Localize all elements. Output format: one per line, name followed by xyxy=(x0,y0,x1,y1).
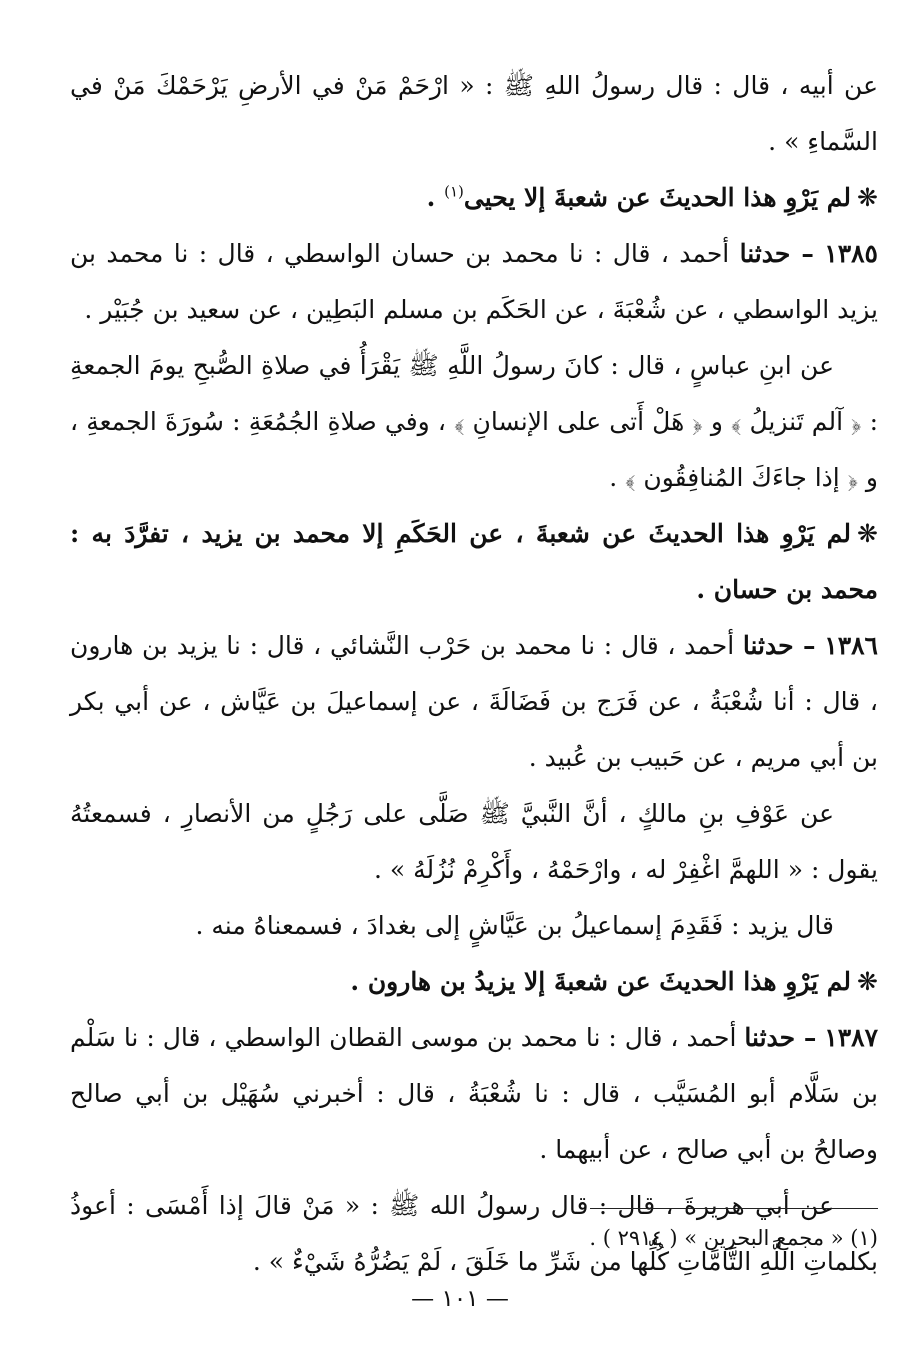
hadith-1386-matn: عن عَوْفِ بنِ مالكٍ ، أنَّ النَّبيَّ ﷺ صَلَّى على رَجُلٍ من الأنصارِ ، فسمعتُهُ يقول : « اللهمَّ اغْفِرْ له ، وارْحَمْهُ ، وأَكْرِمْ نُزُلَهُ » . xyxy=(70,799,878,884)
note-trail: . xyxy=(350,967,360,996)
hadith-number: ١٣٨٦ xyxy=(824,631,878,660)
hadith-number: ١٣٨٥ xyxy=(824,239,878,268)
editor-note-2 xyxy=(70,506,878,618)
note-trail: . xyxy=(426,183,436,212)
note-text: لم يَرْوِ هذا الحديثَ عن شعبةَ إلا يزيدُ بن هارون xyxy=(367,967,852,996)
paragraph-hadith-1384-tail: عن أبيه ، قال : قال رسولُ اللهِ ﷺ : « ارْحَمْ مَنْ في الأرضِ يَرْحَمْكَ مَنْ في السَّماءِ » . xyxy=(70,71,878,156)
footnote: (١) « مجمع البحرين » ( ٢٩١٤ ) . xyxy=(589,1226,878,1250)
note-text: لم يَرْوِ هذا الحديثَ عن شعبةَ ، عن الحَكَمِ إلا محمد بن يزيد ، تفرَّدَ به : محمد بن حسان xyxy=(70,519,878,604)
star-icon: ❋ xyxy=(857,183,878,212)
star-icon: ❋ xyxy=(857,519,878,548)
hadith-isnad-text: أحمد ، قال : نا محمد بن موسى القطان الواسطي ، قال : نا سَلْم بن سَلَّام أبو المُسَيَّب ، قال : نا شُعْبَةُ ، قال : أخبرني سُهَيْل بن أبي صالح وصالحُ بن أبي صالح ، عن أبيهما . xyxy=(70,1023,878,1164)
hadith-isnad-text: أحمد ، قال : نا محمد بن حسان الواسطي ، قال : نا محمد بن يزيد الواسطي ، عن شُعْبَةَ ، عن الحَكَم بن مسلم البَطِين ، عن سعيد بن جُبَيْر . xyxy=(70,239,878,324)
page-body xyxy=(70,58,878,1290)
hadith-number: ١٣٨٧ xyxy=(824,1023,879,1052)
hadith-1385-isnad xyxy=(70,226,878,338)
hadith-1387-isnad xyxy=(70,1010,878,1178)
hadith-lead: – حدثنا xyxy=(744,1023,817,1052)
footnote-reference: (١) xyxy=(444,182,464,201)
editor-note-1 xyxy=(70,170,878,226)
hadith-1387-matn: عن أبي هريرةَ ، قال : قال رسولُ الله ﷺ : « مَنْ قالَ إذا أَمْسَى : أعوذُ بكلماتِ اللَّهِ التَّامَّاتِ كُلِّها من شَرِّ ما خَلَقَ ، لَمْ يَضُرُّهُ شَيْءٌ » . xyxy=(70,1191,878,1276)
page-number: — ١٠١ — xyxy=(411,1286,509,1312)
hadith-lead: – حدثنا xyxy=(739,239,814,268)
note-text: لم يَرْوِ هذا الحديثَ عن شعبةَ إلا يحيى xyxy=(463,183,852,212)
hadith-isnad-text: أحمد ، قال : نا محمد بن حَرْب النَّشائي ، قال : نا يزيد بن هارون ، قال : أنا شُعْبَةُ ، عن فَرَج بن فَضَالَةَ ، عن إسماعيلَ بن عَيَّاش ، عن أبي بكر بن أبي مريم ، عن حَبيب بن عُبيد . xyxy=(70,631,878,772)
hadith-1386-comment: قال يزيد : فَقَدِمَ إسماعيلُ بن عَيَّاشٍ إلى بغدادَ ، فسمعناهُ منه . xyxy=(195,911,834,940)
hadith-1385-matn: عن ابنِ عباسٍ ، قال : كانَ رسولُ اللَّهِ ﷺ يَقْرَأُ في صلاةِ الصُّبحِ يومَ الجمعةِ : ﴿ آلم تَنزيلُ ﴾ و ﴿ هَلْ أَتى على الإنسانِ ﴾ ، وفي صلاةِ الجُمُعَةِ : سُورَةَ الجمعةِ ، و ﴿ إذا جاءَكَ المُنافِقُون ﴾ . xyxy=(70,351,878,492)
star-icon: ❋ xyxy=(857,967,878,996)
hadith-lead: – حدثنا xyxy=(742,631,816,660)
footnote-divider xyxy=(590,1208,878,1209)
hadith-1386-isnad xyxy=(70,618,878,786)
editor-note-3 xyxy=(70,954,878,1010)
note-trail: . xyxy=(696,575,706,604)
